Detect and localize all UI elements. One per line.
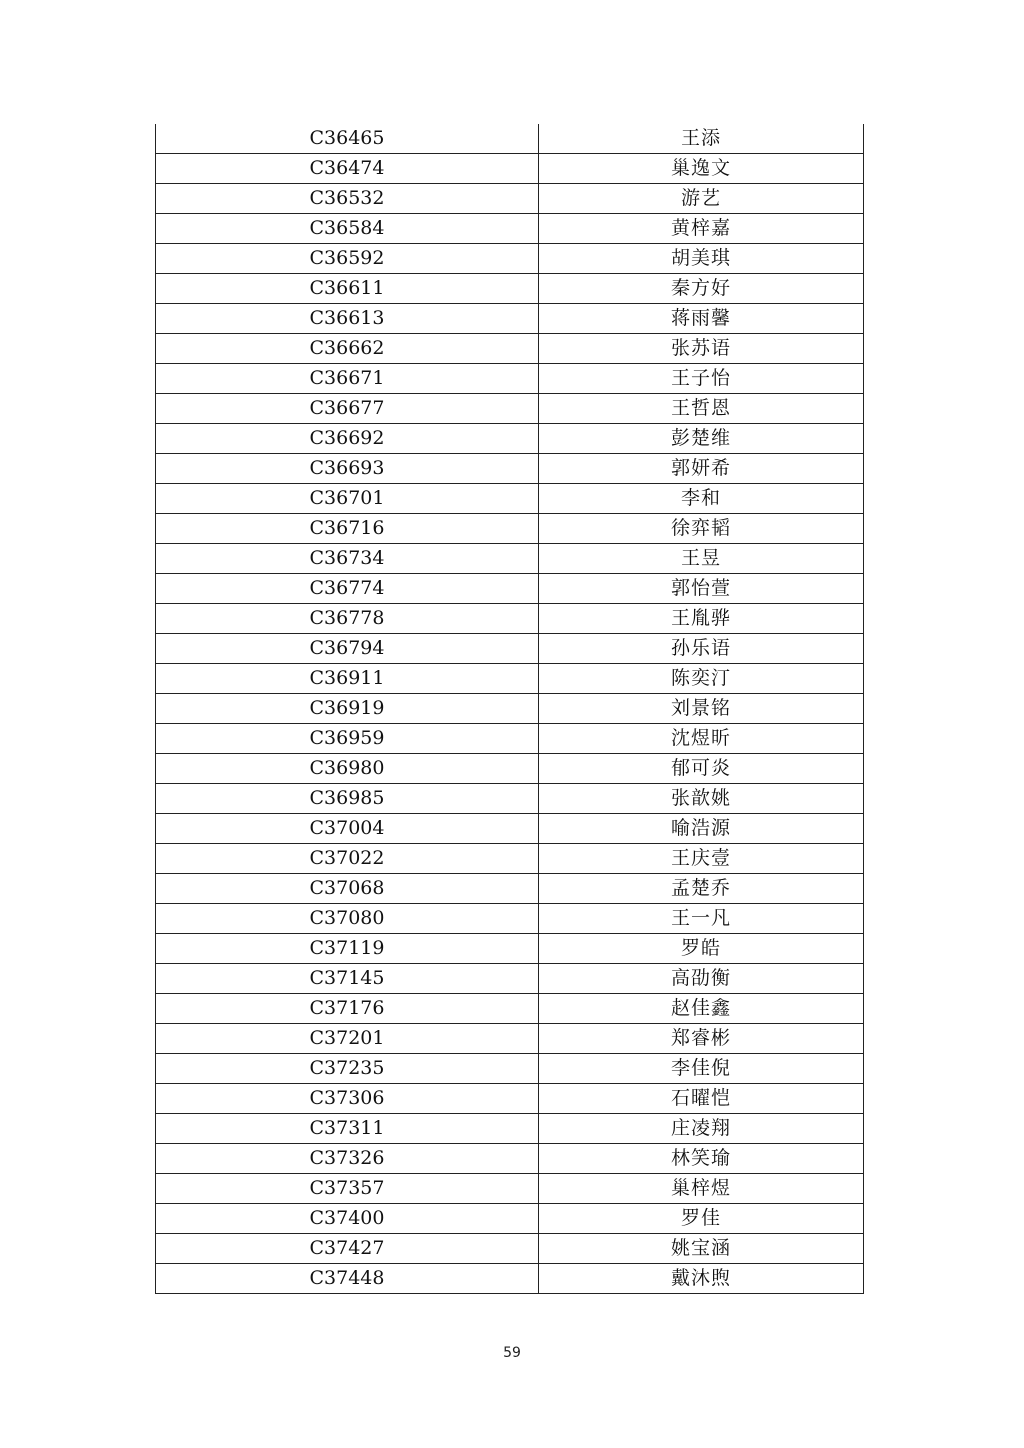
name-cell: 张苏语	[539, 334, 864, 364]
name-cell: 姚宝涵	[539, 1234, 864, 1264]
table-row	[156, 934, 864, 964]
id-cell: C37311	[156, 1114, 539, 1144]
table-row	[156, 304, 864, 334]
page-number: 59	[503, 1345, 521, 1361]
name-cell: 郁可炎	[539, 754, 864, 784]
name-cell: 李和	[539, 484, 864, 514]
name-cell: 石曜恺	[539, 1084, 864, 1114]
name-cell: 林笑瑜	[539, 1144, 864, 1174]
id-cell: C36701	[156, 484, 539, 514]
table-row	[156, 364, 864, 394]
table-row	[156, 544, 864, 574]
table-row	[156, 154, 864, 184]
table-row	[156, 514, 864, 544]
id-cell: C37448	[156, 1264, 539, 1294]
name-cell: 刘景铭	[539, 694, 864, 724]
name-cell: 高劭衡	[539, 964, 864, 994]
name-cell: 徐弈韬	[539, 514, 864, 544]
id-cell: C37119	[156, 934, 539, 964]
id-cell: C36959	[156, 724, 539, 754]
table-row	[156, 1114, 864, 1144]
table-row	[156, 574, 864, 604]
id-cell: C37080	[156, 904, 539, 934]
table-row	[156, 904, 864, 934]
id-cell: C37201	[156, 1024, 539, 1054]
name-cell: 蒋雨馨	[539, 304, 864, 334]
table-row	[156, 124, 864, 154]
id-cell: C36613	[156, 304, 539, 334]
name-cell: 郑睿彬	[539, 1024, 864, 1054]
name-cell: 孟楚乔	[539, 874, 864, 904]
table-row	[156, 634, 864, 664]
name-cell: 王昱	[539, 544, 864, 574]
name-cell: 赵佳鑫	[539, 994, 864, 1024]
table-row	[156, 784, 864, 814]
id-cell: C36919	[156, 694, 539, 724]
table-row	[156, 424, 864, 454]
table-row	[156, 1024, 864, 1054]
id-cell: C36474	[156, 154, 539, 184]
name-cell: 王胤骅	[539, 604, 864, 634]
id-cell: C36794	[156, 634, 539, 664]
table-row	[156, 1174, 864, 1204]
name-cell: 沈煜昕	[539, 724, 864, 754]
name-cell: 戴沐煦	[539, 1264, 864, 1294]
name-cell: 孙乐语	[539, 634, 864, 664]
name-cell: 王庆壹	[539, 844, 864, 874]
id-cell: C37357	[156, 1174, 539, 1204]
table-row	[156, 214, 864, 244]
name-cell: 黄梓嘉	[539, 214, 864, 244]
id-cell: C37235	[156, 1054, 539, 1084]
id-cell: C37306	[156, 1084, 539, 1114]
table-row	[156, 484, 864, 514]
table-row	[156, 274, 864, 304]
id-cell: C36677	[156, 394, 539, 424]
id-cell: C36693	[156, 454, 539, 484]
id-cell: C36592	[156, 244, 539, 274]
table-row	[156, 454, 864, 484]
table-row	[156, 1084, 864, 1114]
table-row	[156, 604, 864, 634]
name-cell: 王一凡	[539, 904, 864, 934]
name-cell: 王添	[539, 124, 864, 154]
id-cell: C36774	[156, 574, 539, 604]
name-cell: 罗佳	[539, 1204, 864, 1234]
id-cell: C36662	[156, 334, 539, 364]
id-cell: C36980	[156, 754, 539, 784]
table-row	[156, 1264, 864, 1294]
id-cell: C37145	[156, 964, 539, 994]
name-cell: 巢梓煜	[539, 1174, 864, 1204]
id-cell: C36532	[156, 184, 539, 214]
name-cell: 郭妍希	[539, 454, 864, 484]
table-row	[156, 964, 864, 994]
name-cell: 胡美琪	[539, 244, 864, 274]
id-cell: C37400	[156, 1204, 539, 1234]
table-row	[156, 814, 864, 844]
id-cell: C36692	[156, 424, 539, 454]
table-row	[156, 1144, 864, 1174]
id-cell: C37022	[156, 844, 539, 874]
id-cell: C37176	[156, 994, 539, 1024]
name-cell: 游艺	[539, 184, 864, 214]
name-cell: 彭楚维	[539, 424, 864, 454]
table-row	[156, 754, 864, 784]
table-row	[156, 1234, 864, 1264]
id-cell: C36734	[156, 544, 539, 574]
id-cell: C36671	[156, 364, 539, 394]
table-row	[156, 694, 864, 724]
table-row	[156, 724, 864, 754]
roster-table-body	[156, 124, 864, 1294]
name-cell: 罗皓	[539, 934, 864, 964]
id-cell: C37068	[156, 874, 539, 904]
id-cell: C36985	[156, 784, 539, 814]
name-cell: 王哲恩	[539, 394, 864, 424]
name-cell: 李佳倪	[539, 1054, 864, 1084]
table-row	[156, 394, 864, 424]
id-cell: C36911	[156, 664, 539, 694]
name-cell: 王子怡	[539, 364, 864, 394]
name-cell: 张歆姚	[539, 784, 864, 814]
name-cell: 郭怡萱	[539, 574, 864, 604]
id-cell: C36584	[156, 214, 539, 244]
table-row	[156, 874, 864, 904]
roster-table	[155, 124, 864, 1294]
table-row	[156, 1054, 864, 1084]
table-row	[156, 244, 864, 274]
name-cell: 喻浩源	[539, 814, 864, 844]
id-cell: C37326	[156, 1144, 539, 1174]
name-cell: 庄凌翔	[539, 1114, 864, 1144]
id-cell: C36778	[156, 604, 539, 634]
id-cell: C36611	[156, 274, 539, 304]
name-cell: 巢逸文	[539, 154, 864, 184]
id-cell: C37427	[156, 1234, 539, 1264]
table-row	[156, 664, 864, 694]
id-cell: C36716	[156, 514, 539, 544]
name-cell: 陈奕汀	[539, 664, 864, 694]
table-row	[156, 1204, 864, 1234]
id-cell: C37004	[156, 814, 539, 844]
table-row	[156, 184, 864, 214]
table-row	[156, 334, 864, 364]
table-row	[156, 844, 864, 874]
table-row	[156, 994, 864, 1024]
id-cell: C36465	[156, 124, 539, 154]
name-cell: 秦方好	[539, 274, 864, 304]
